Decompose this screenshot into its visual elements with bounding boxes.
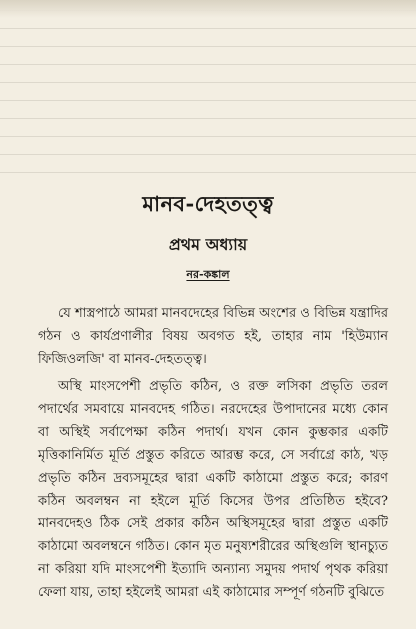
chapter-subtitle: প্রথম অধ্যায় — [168, 235, 248, 254]
page-top-edge — [0, 0, 416, 18]
paragraph-1: যে শাস্ত্রপাঠে আমরা মানবদেহের বিভিন্ন অংশের ও বিভিন্ন যন্ত্রাদির গঠন ও কার্যপ্রণালীর বিষয় অবগত হই, তাহার নাম 'হিউম্যান ফিজিওলজি' বা মানব-দেহতত্ত্ব। — [38, 306, 388, 367]
paragraph-2: অস্থি মাংসপেশী প্রভৃতি কঠিন, ও রক্ত লসিকা প্রভৃতি তরল পদার্থের সমবায়ে মানবদেহ গঠিত। নরদেহের উপাদানের মধ্যে কোন বা অস্থিই সর্বাপেক্ষা কঠিন পদার্থ। যখন কোন কুম্ভকার একটি মৃত্তিকানির্মিত মূর্তি প্রস্তুত করিতে আরম্ভ করে, সে সর্বাগ্রে কাঠ, খড় প্রভৃতি কঠিন দ্রব্যসমূহের দ্বারা একটি কাঠামো প্রস্তুত করে; কারণ কঠিন অবলম্বন না হইলে মূর্তি কিসের উপর প্রতিষ্ঠিত হইবে? মানবদেহও ঠিক সেই প্রকার কঠিন অস্থিসমূহের দ্বারা প্রস্তুত একটি কাঠামো অবলম্বনে গঠিত। কোন মৃত মনুষ্যশরীরের অস্থিগুলি স্থানচ্যুত না করিয়া যদি মাংসপেশী ইত্যাদি অন্যান্য সমুদয় পদার্থ পৃথক করিয়া ফেলা যায়, তাহা হইলেই আমরা এই কাঠামোর সম্পূর্ণ গঠনটি বুঝিতে — [38, 379, 388, 601]
show-through-text — [0, 0, 416, 185]
chapter-title: মানব-দেহতত্ত্ব — [142, 191, 274, 216]
section-heading: নর-কঙ্কাল — [186, 268, 230, 281]
